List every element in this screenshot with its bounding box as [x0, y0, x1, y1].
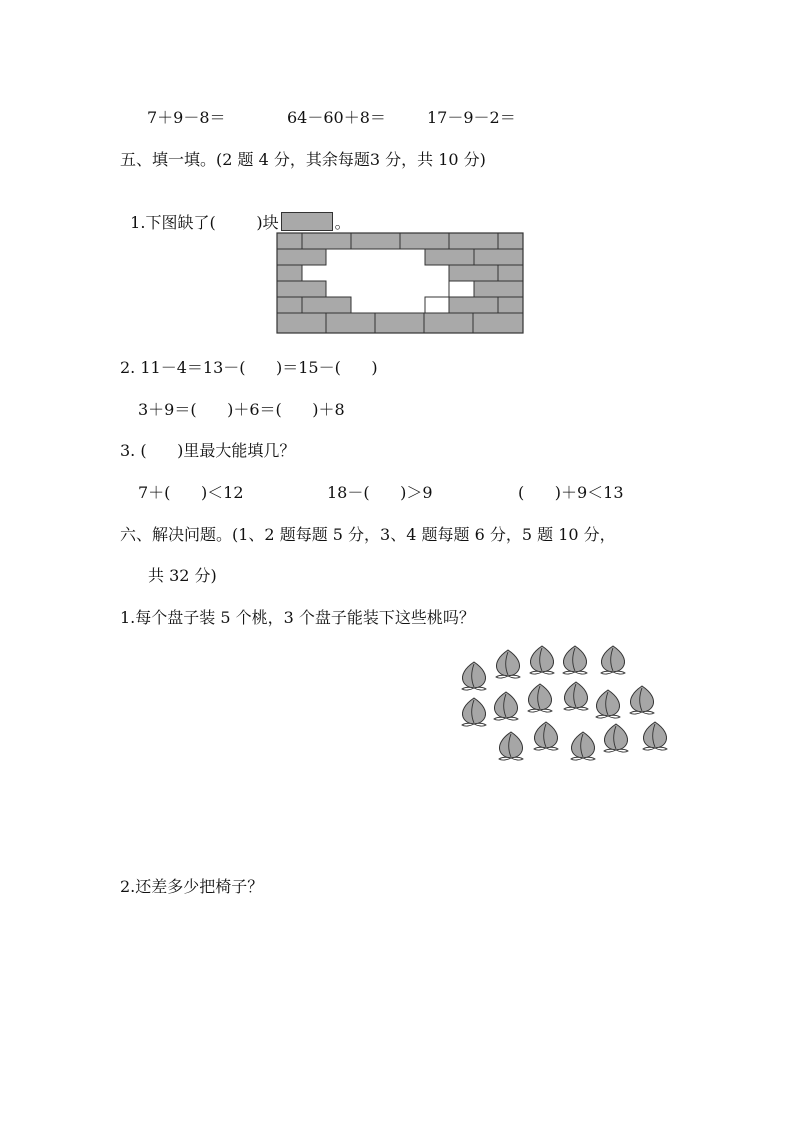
question-3-items	[0, 483, 794, 503]
brick-wall-figure	[276, 232, 526, 336]
brick	[277, 233, 302, 249]
answer-blank[interactable]	[216, 213, 257, 232]
peach-icon	[496, 650, 520, 678]
problem-2: 2.还差多少把椅子？	[120, 877, 264, 896]
brick	[400, 233, 449, 249]
brick	[498, 233, 523, 249]
question-1-mid: )块	[256, 213, 279, 232]
brick	[277, 249, 326, 265]
brick	[302, 233, 351, 249]
brick	[474, 281, 523, 297]
brick	[449, 297, 498, 313]
brick-icon	[281, 212, 333, 231]
arithmetic-item-1: 7＋9－8＝	[147, 108, 226, 127]
peach-icon	[630, 686, 654, 714]
question-1	[120, 192, 351, 233]
peach-icon	[462, 698, 486, 726]
brick	[277, 297, 302, 313]
brick	[351, 233, 400, 249]
question-3-title: 3. ( )里最大能填几？	[120, 441, 296, 460]
peach-icon	[563, 646, 587, 674]
brick	[277, 313, 326, 333]
question-2-line-2: 3＋9＝( )＋6＝( )＋8	[138, 400, 345, 419]
brick	[498, 265, 523, 281]
brick	[424, 313, 473, 333]
peach-icon	[499, 732, 523, 760]
problem-1: 1.每个盘子装 5 个桃，3 个盘子能装下这些桃吗？	[120, 608, 475, 627]
peach-icon	[643, 722, 667, 750]
arithmetic-row	[0, 108, 794, 128]
brick	[473, 313, 523, 333]
section-5-title: 五、填一填。(2 题 4 分，其余每题3 分，共 10 分)	[120, 150, 486, 169]
brick	[498, 297, 523, 313]
brick	[375, 313, 424, 333]
peach-icon	[494, 692, 518, 720]
peach-icon	[528, 684, 552, 712]
question-1-prefix: 1.下图缺了(	[130, 213, 216, 232]
question-1-suffix: 。	[334, 213, 351, 232]
brick	[425, 249, 474, 265]
brick	[449, 233, 498, 249]
peach-icon	[534, 722, 558, 750]
peach-icon	[601, 646, 625, 674]
section-6-title: 六、解决问题。(1、2 题每题 5 分，3、4 题每题 6 分，5 题 10 分，	[120, 525, 616, 544]
peach-icon	[462, 662, 486, 690]
brick	[277, 281, 326, 297]
brick	[302, 297, 351, 313]
peach-icon	[530, 646, 554, 674]
arithmetic-item-2: 64－60＋8＝	[287, 108, 386, 127]
brick	[449, 265, 498, 281]
question-3-item-a: 7＋( )＜12	[138, 483, 244, 502]
question-3-item-b: 18－( )＞9	[327, 483, 433, 502]
arithmetic-item-3: 17－9－2＝	[427, 108, 516, 127]
brick	[326, 313, 375, 333]
section-6-title-cont: 共 32 分)	[148, 566, 217, 585]
peach-icon	[571, 732, 595, 760]
question-3-item-c: ( )＋9＜13	[518, 483, 624, 502]
brick	[474, 249, 523, 265]
peach-icon	[596, 690, 620, 718]
peach-icon	[564, 682, 588, 710]
question-2-line-1: 2. 11－4＝13－( )＝15－( )	[120, 358, 378, 377]
peaches-figure	[455, 642, 675, 772]
brick	[277, 265, 302, 281]
peach-icon	[604, 724, 628, 752]
